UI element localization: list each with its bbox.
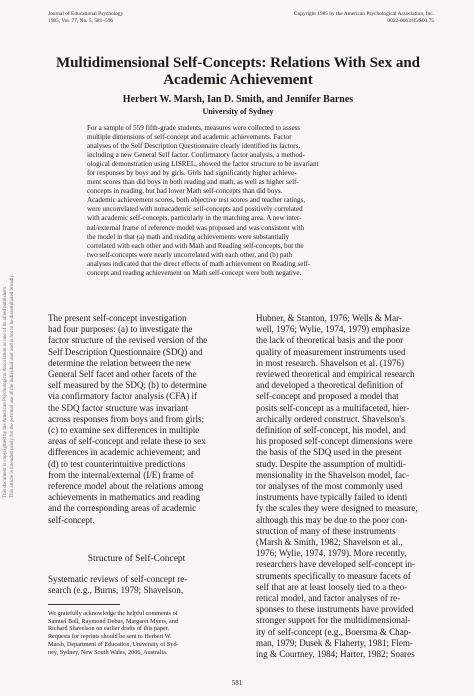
- paper-title: Multidimensional Self-Concepts: Relations With Sex and Academic Achievement: [55, 55, 421, 88]
- body-right-column: Hubner, & Stanton, 1976; Wells & Mar- well, 1976; Wylie, 1974, 1979) emphasize the lack of theoretical basis and the poor quality of measurement instruments used in most research. Shavelson et al. (1976) reviewed theoretical and empirical research and developed a theoretical definition of self-concept and proposed a model that posits self-concept as a multifaceted, hier- archically ordered construct. Shavelson's definition of self-concept, his model, and his proposed self-concept dimensions were the basis of the SDQ used in the present study. Despite the assumption of multidi- mensionality in the Shavelson model, fac- tor analyses of the most commonly used instruments have typically failed to identi fy the scales they were designed to measure, although this may be due to the poor con- struction of many of these instruments (Marsh & Smith, 1982; Shavelson et al., 1976; Wylie, 1974, 1979). More recently, researchers have developed self-concept in- struments specifically to measure facets of self that are at least loosely tied to a theo- retical model, and factor analyses of re- sponses to these instruments have provided stronger support for the multidimensional- ity of self-concept (e.g., Boersma & Chap- man, 1979; Dusek & Flaherty, 1981; Flem- ing & Courtney, 1984; Harter, 1982; Soares: [256, 313, 418, 660]
- footnote-rule: [48, 604, 120, 605]
- copyright-side-notice: [2, 168, 24, 498]
- body-left-column: The present self-concept investigation had four purposes: (a) to investigate the factor structure of the revised version of the Self Description Questionnaire (SDQ) and determine the relation between the new General Self facet and other facets of the self measured by the SDQ; (b) to determine via confirmatory factor analysis (CFA) if the SDQ factor structure was invariant across responses from boys and from girls; (c) to examine sex differences in multiple areas of self-concept and relate these to sex differences in academic achievement; and (d) to test counterintuitive predictions from the internal/external (I/E) frame of reference model about the relations among achievements in mathematics and reading and the corresponding areas of academic self-concept.: [48, 313, 208, 525]
- body-left-continuation: Systematic reviews of self-concept re- search (e.g., Burns, 1979; Shavelson,: [48, 574, 188, 596]
- authors: Herbert W. Marsh, Ian D. Smith, and Jennifer Barnes: [122, 94, 354, 105]
- section-heading: Structure of Self-Concept: [87, 554, 186, 564]
- side-notice-text: This document is copyrighted by the American Psychological Association or one of its allied publishers. This article is intended solely for the personal use of the individual user and is not to be disseminated broadly.: [2, 273, 15, 498]
- abstract: For a sample of 559 fifth-grade students, measures were collected to assess multiple dimensions of self-concept and academic achievements. Factor analyses of the Self Description Questionnaire clearly identified its factors, including a new General Self factor. Confirmatory factor analysis, a method- ological demonstration using LISREL, showed the factor structure to be invariant for responses by boys and by girls. Girls had significantly higher achieve- ment scores than did boys in both reading and math, as well as higher self- concepts in reading, but had lower Math self-concepts than did boys. Academic achievement scores, both objective test scores and teacher ratings, were uncorrelated with nonacademic self-concepts and positively correlated with academic self-concepts, particularly in the matching area. A new inter- nal/external frame of reference model was proposed and was consistent with the model in that (a) math and reading achievements were substantially correlated with each other and with Math and Reading self-concepts, but the two self-concepts were nearly uncorrelated with each other, and (b) path analyses indicated that the direct effects of math achievement on Reading self- concept and reading achievement on Math self-concept were both negative.: [87, 124, 319, 277]
- affiliation: University of Sydney: [202, 107, 274, 116]
- copyright-line: Copyright 1985 by the American Psychological Association, Inc. 0022-0663/85/$00.75: [294, 11, 434, 24]
- page-number: 581: [231, 679, 243, 687]
- journal-citation: Journal of Educational Psychology 1985, Vol. 77, No. 5, 581–596: [48, 11, 124, 24]
- footnote: We gratefully acknowledge the helpful comments of Samuel Ball, Raymond Debus, Margaret Myers, and Richard Shavelson on earlier drafts of this paper. Requests for reprints should be sent to Herbert W. Marsh, Department of Education, University of Syd- ney, Sydney, New South Wales, 2006, Australia.: [48, 610, 179, 656]
